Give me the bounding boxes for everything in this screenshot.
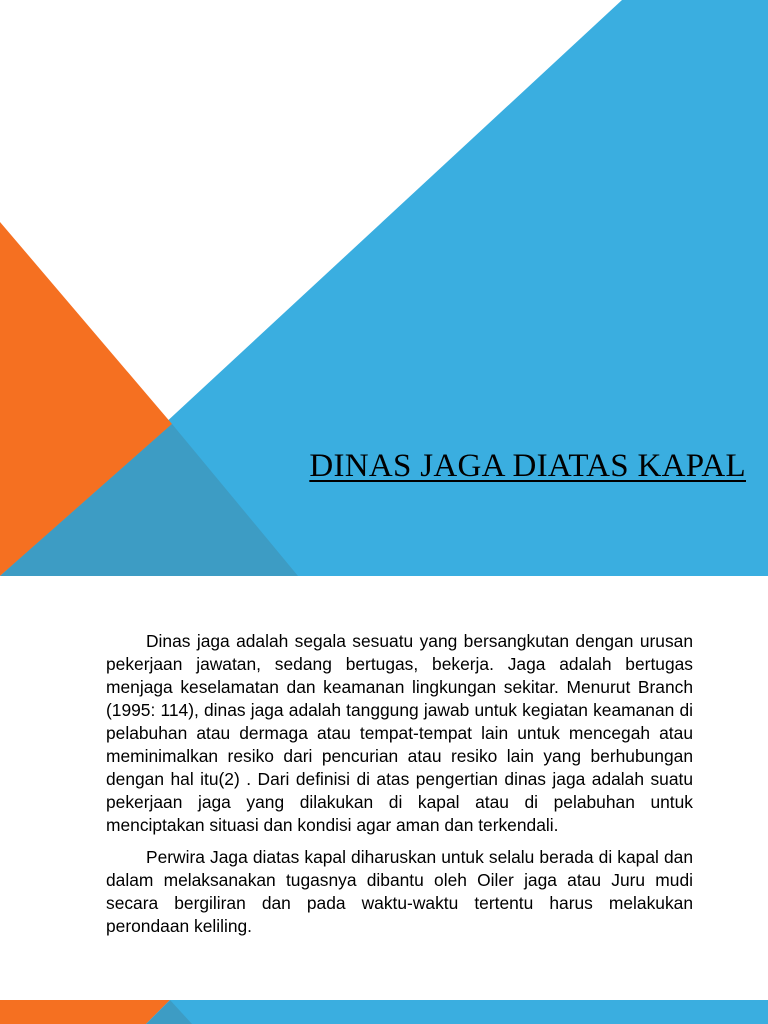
next-slide-orange-shape <box>0 1000 170 1024</box>
next-slide-background <box>0 1000 768 1024</box>
slide-title: DINAS JAGA DIATAS KAPAL <box>309 448 746 484</box>
next-slide-blue-shape <box>146 1000 768 1024</box>
paragraph-1: Dinas jaga adalah segala sesuatu yang bersangkutan dengan urusan pekerjaan jawatan, sedang bertugas, bekerja. Jaga adalah bertugas menjaga keselamatan dan keamanan lingkungan sekitar. Menurut Branch (1995: 114), dinas jaga adalah tanggung jawab untuk kegiatan keamanan di pelabuhan atau dermaga atau tempat-tempat lain untuk mencegah atau meminimalkan resiko dari pencurian atau resiko lain yang berhubungan dengan hal itu(2) . Dari definisi di atas pengertian dinas jaga adalah suatu pekerjaan jaga yang dilakukan di kapal atau di pelabuhan untuk menciptakan situasi dan kondisi agar aman dan terkendali. <box>106 631 693 835</box>
next-slide-strip <box>0 1000 768 1024</box>
content-slide <box>0 576 768 1024</box>
body-text <box>106 630 693 947</box>
paragraph-2: Perwira Jaga diatas kapal diharuskan untuk selalu berada di kapal dan dalam melaksanakan tugasnya dibantu oleh Oiler jaga atau Juru mudi secara bergiliran dan pada waktu-waktu tertentu harus melakukan perondaan keliling. <box>106 847 693 936</box>
